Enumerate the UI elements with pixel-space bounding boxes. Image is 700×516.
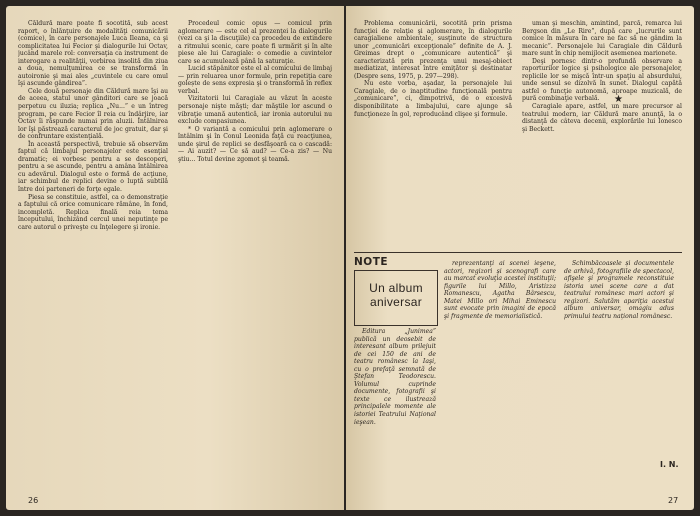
paragraph: Problema comunicării, socotită prin prisma funcţiei de relaţie şi aglomerare, în dialogurile caragialiene ambientale, susţinute de structura unor „comunicări excepţionale” definite de A. J. Greimas drept o „comunicare autentică” şi caracterizată prin prezenţa unui mesaj-obiect mediatizat, interesat între emiţător şi destinatar (Despre sens, 1975, p. 297—298). bbox=[354, 20, 512, 80]
paragraph: În această perspectivă, trebuie să observăm faptul că limbajul personajelor este esenţial dramatic; ei vorbesc pentru a se descoperi, pentru a se ascunde, pentru a amâna întâlnirea cu adevărul. Dialogul este o formă de acţiune, iar schimbul de replici devine o luptă subtilă între doi parteneri de forţe egale. bbox=[18, 140, 168, 194]
left-column-1 bbox=[18, 20, 168, 490]
paragraph: Cele două personaje din Căldură mare îşi au de aceea, statul unor gânditori care se joacă perpetuu cu iluzia; replica „Nu...” e un întreg program, pe care Fecior îl reia cu îndârjire, iar Octav îi răspunde numai prin aluzii. Întâlnirea lor îşi păstrează caracterul de joc gratuit, dar şi de confruntare existenţială. bbox=[18, 87, 168, 141]
box-title: Un album aniversar bbox=[369, 281, 423, 309]
page-number: 27 bbox=[668, 496, 679, 505]
notes-column-1 bbox=[354, 328, 436, 498]
page-number: 26 bbox=[28, 496, 39, 505]
right-page bbox=[346, 6, 694, 510]
paragraph: Piesa se constituie, astfel, ca o demonstraţie a faptului că orice comunicare rămâne, în fond, incompletă. Replica finală reia tema începutului, închizând cercul unei neputinţe pe care autorul o priveşte cu înţelegere şi ironie. bbox=[18, 193, 168, 231]
paragraph: Vizitatorii lui Caragiale au văzut în aceste personaje nişte măşti; dar măştile lor ascund o vibraţie umană autentică, iar ironia autorului nu exclude compasiunea. bbox=[178, 95, 332, 126]
left-column-2 bbox=[178, 20, 332, 490]
notes-heading: NOTE bbox=[354, 256, 389, 268]
paragraph: reprezentanţi ai scenei ieşene, actori, regizori şi scenografi care au marcat evoluţia acestei instituţii; figurile lui Millo, Aristizza Romanescu, Agatha Bârsescu, Matei Millo ori Mihai Eminescu sunt evocate prin imagini de epocă şi fragmente de memorialistică. bbox=[444, 260, 556, 320]
paragraph: Căldură mare poate fi socotită, sub acest raport, o înlănţuire de modalităţi comunicării (comice), în care personajele Luca Ileana, ca şi complicitatea lui Fecior şi dialogurile lui Octav, jucând marele rol: conversaţia ca instrument de interogare a realităţii, vorbirea insolită din ziua a doua, nemulţumirea ce se transformă în autoironie şi mai ales „cuvintele cu care omul îşi ascunde gândirea”. bbox=[18, 20, 168, 88]
right-column-2 bbox=[522, 20, 682, 252]
footnote: * O variantă a comicului prin aglomerare o întâlnim şi în Conul Leonida faţă cu reacţiunea, unde şirul de replici se desfăşoară ca o cascadă: — Ai auzit? — Ce să aud? — Ce-a zis? — Nu ştiu... Totul devine zgomot şi teamă. bbox=[178, 125, 332, 163]
album-title-box bbox=[354, 270, 438, 326]
top-rule bbox=[354, 252, 682, 253]
paragraph: Editura „Junimea” publică un deosebit de interesant album prilejuit de cei 150 de ani de teatru românesc la Iaşi, cu o prefaţă semnată de Ştefan Teodorescu. Volumul cuprinde documente, fotografii şi texte ce ilustrează principalele momente ale istoriei Teatrului Naţional ieşean. bbox=[354, 328, 436, 426]
paragraph: Deşi pornesc dintr-o profundă observare a raporturilor logice şi psihologice ale personajelor, replicile lor se mişcă într-un spaţiu al absurdului, unde sensul se dizolvă în sunet. Dialogul capătă astfel o funcţie autonomă, aproape muzicală, de pură combinaţie verbală. bbox=[522, 57, 682, 103]
paragraph: Caragiale apare, astfel, un mare precursor al teatrului modern, iar Căldură mare anunţă, la o distanţă de câteva decenii, explorările lui Ionesco şi Beckett. bbox=[522, 103, 682, 133]
signature: I. N. bbox=[660, 460, 679, 469]
notes-column-3 bbox=[564, 260, 674, 460]
notes-column-2 bbox=[444, 260, 556, 500]
paragraph: Procedeul comic opus — comicul prin aglomerare — este cel al prezenţei la dialogurile (vezi ca şi la discuţiile) ca procedeu de extindere a ritmului scenic, care poate fi urmărit şi în alte piese ale lui Caragiale: o comedie a cuvintelor care se acumulează până la saturaţie. bbox=[178, 20, 332, 65]
right-column-1 bbox=[354, 20, 512, 252]
left-page bbox=[6, 6, 344, 510]
section-star-icon: ★ bbox=[614, 94, 623, 105]
paragraph: uman şi meschin, amintind, parcă, remarca lui Bergson din „Le Rire”, după care „lucrurile sunt comice în măsura în care ne fac să ne gândim la mecanic”. Personajele lui Caragiale din Căldură mare sunt în chip nemijlocit asemenea marionete. bbox=[522, 20, 682, 58]
paragraph: Lucid stăpânitor este el al comicului de limbaj — prin reluarea unor formule, prin repetiţia care golește de sens expresia şi o transformă în reflex verbal. bbox=[178, 65, 332, 95]
paragraph: Nu este vorba, aşadar, la personajele lui Caragiale, de o inaptitudine funcţională pentru „comunicare”, ci, dimpotrivă, de o excesivă disponibilitate a limbajului, care ajunge să funcţioneze în gol, reproducând clişee şi formule. bbox=[354, 80, 512, 118]
paragraph: Schimbăcoasele și documentele de arhivă, fotografiile de spectacol, afişele şi programele reconstituie istoria unei scene care a dat teatrului românesc mari actori şi regizori. Salutăm apariţia acestui album aniversar, omagiu adus primului teatru național românesc. bbox=[564, 260, 674, 320]
